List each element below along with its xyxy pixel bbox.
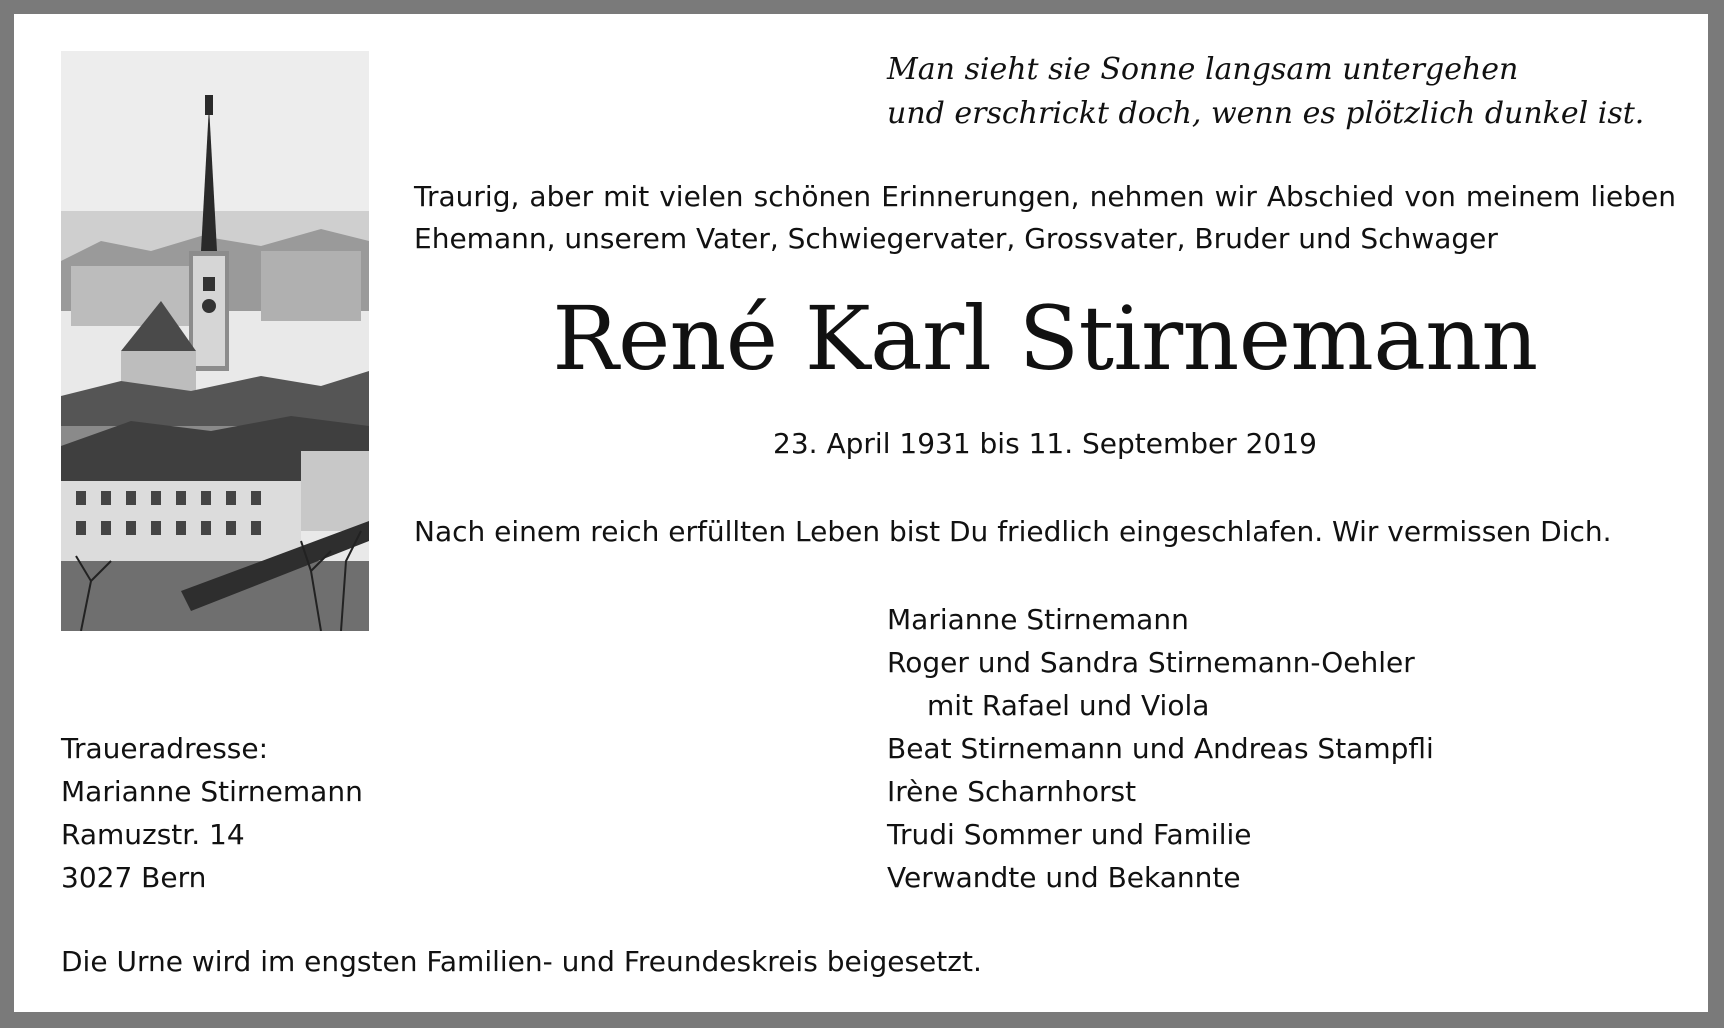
mourners-list xyxy=(887,598,1434,899)
address-city: 3027 Bern xyxy=(61,861,207,894)
mourner-line: Roger und Sandra Stirnemann-Oehler xyxy=(887,646,1415,679)
poem-quote xyxy=(887,48,1644,136)
mourning-address xyxy=(61,727,363,899)
obituary-card xyxy=(14,14,1708,1012)
address-label: Traueradresse: xyxy=(61,732,269,765)
address-name: Marianne Stirnemann xyxy=(61,775,363,808)
address-street: Ramuzstr. 14 xyxy=(61,818,245,851)
mourner-line: Marianne Stirnemann xyxy=(887,603,1189,636)
poem-line-2: und erschrickt doch, wenn es plötzlich dunkel ist. xyxy=(887,96,1645,131)
church-tower-icon xyxy=(61,51,369,631)
mourner-line: Verwandte und Bekannte xyxy=(887,861,1241,894)
closing-sentence: Nach einem reich erfüllten Leben bist Du friedlich eingeschlafen. Wir vermissen Dich. xyxy=(414,515,1612,548)
burial-note: Die Urne wird im engsten Familien- und Freundeskreis beigesetzt. xyxy=(61,945,982,978)
deceased-name: René Karl Stirnemann xyxy=(552,287,1538,390)
townscape-photo xyxy=(61,51,369,631)
mourner-line: Beat Stirnemann und Andreas Stampfli xyxy=(887,732,1434,765)
mourner-line: Trudi Sommer und Familie xyxy=(887,818,1252,851)
poem-line-1: Man sieht sie Sonne langsam untergehen xyxy=(887,52,1519,87)
mourner-line: Irène Scharnhorst xyxy=(887,775,1137,808)
intro-paragraph: Traurig, aber mit vielen schönen Erinnerungen, nehmen wir Abschied von meinem lieben Ehemann, unserem Vater, Schwiegervater, Grossvater, Bruder und Schwager xyxy=(414,180,1676,255)
life-dates: 23. April 1931 bis 11. September 2019 xyxy=(773,427,1317,460)
mourner-line: mit Rafael und Viola xyxy=(927,689,1210,722)
